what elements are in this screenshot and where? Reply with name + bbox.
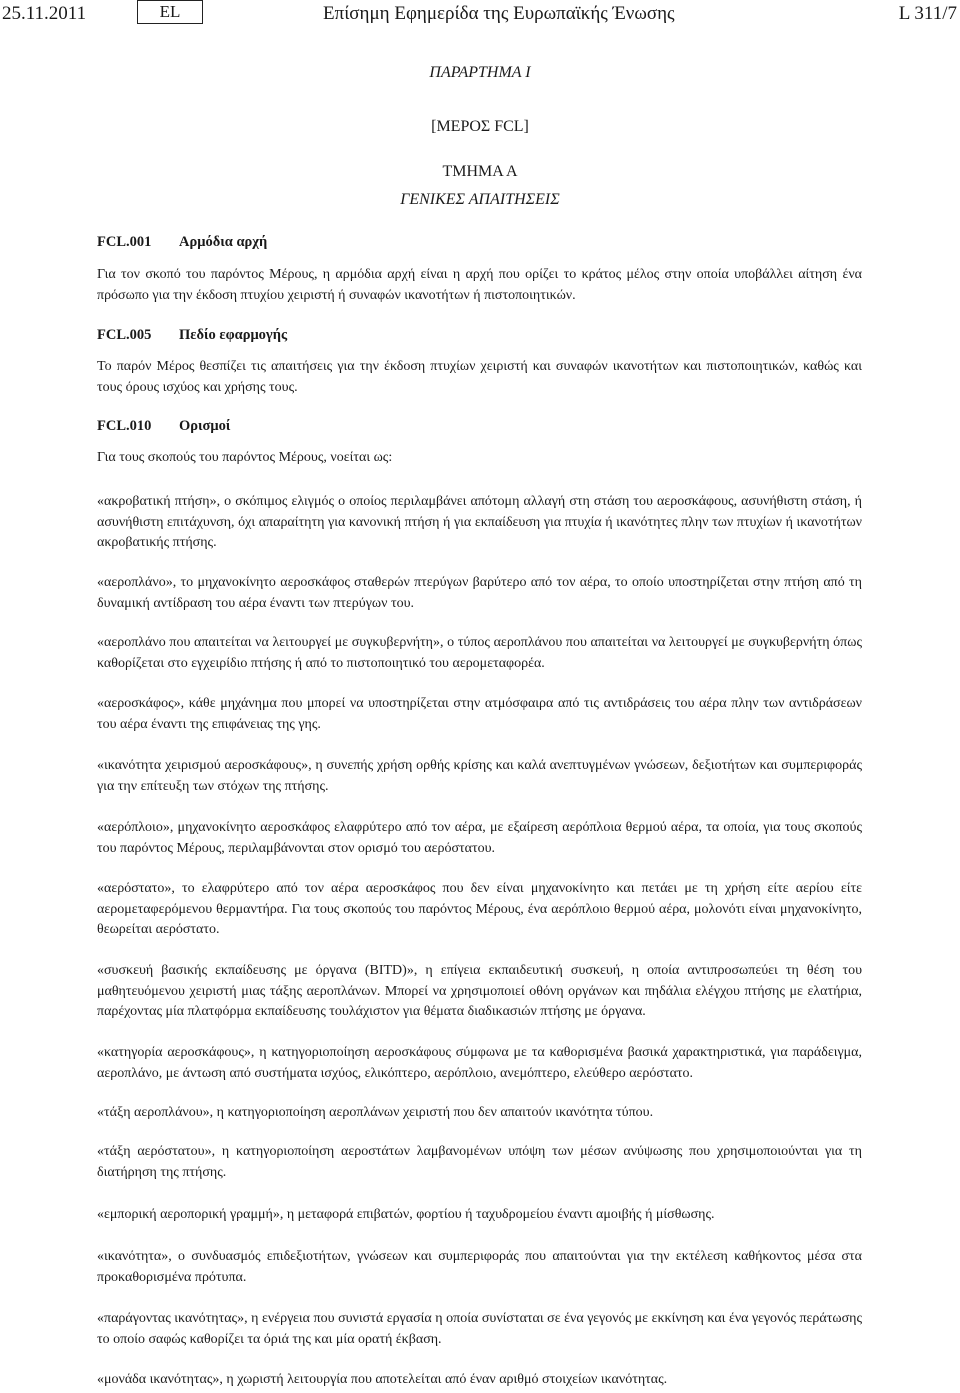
article-code: FCL.010 <box>97 418 152 434</box>
definition-6 <box>97 818 862 859</box>
article-code: FCL.001 <box>97 234 152 250</box>
paragraph: Για τον σκοπό του παρόντος Μέρους, η αρμόδια αρχή είναι η αρχή που ορίζει το κράτος μέλος στην οποία υποβάλλει αίτηση ένα πρόσωπο για την έκδοση πτυχίου χειριστή ή συναφών ικανοτήτων ή πιστοποιητικών. <box>97 267 862 303</box>
definition-1 <box>97 492 862 554</box>
definition-text: «τάξη αερόστατου», η κατηγοριοποίηση αεροστάτων λαμβανομένων υπόψη των μέσων ανύψωσης που χρησιμοποιούνται για τη διατήρηση της πτήσης. <box>97 1144 862 1180</box>
definition-text: «αερόπλοιο», μηχανοκίνητο αεροσκάφος ελαφρύτερο από τον αέρα, με εξαίρεση αερόπλοια θερμού αέρα, τα οποία, για τους σκοπούς του παρόντος Μέρους, περιλαμβάνονται στον ορισμό του αερόστατου. <box>97 820 862 856</box>
definition-9 <box>97 1043 862 1084</box>
definition-text: «αεροπλάνο», το μηχανοκίνητο αεροσκάφος σταθερών πτερύγων βαρύτερο από τον αέρα, το οποίο υποστηρίζεται στην πτήση από τη δυναμική αντίδραση του αέρα έναντι των πτερύγων του. <box>97 575 862 611</box>
definition-8 <box>97 961 862 1023</box>
journal-title: Επίσημη Εφημερίδα της Ευρωπαϊκής Ένωσης <box>323 3 675 24</box>
article-heading-fcl010 <box>97 418 230 435</box>
definition-2 <box>97 573 862 614</box>
paragraph: Το παρόν Μέρος θεσπίζει τις απαιτήσεις για την έκδοση πτυχίων χειριστή και συναφών ικανοτήτων και πιστοποιητικών, καθώς και τους όρους ισχύος και χρήσης τους. <box>97 359 862 395</box>
definition-7 <box>97 879 862 941</box>
definition-text: «ακροβατική πτήση», ο σκόπιμος ελιγμός ο οποίος περιλαμβάνει απότομη αλλαγή στη στάση του αεροσκάφους, ασυνήθιστη στάση, ή ασυνήθιστη επιτάχυνση, όχι απαραίτητη για κανονική πτήση ή για εκπαίδευση για πτυχία ή ικανότητες πλην των πτυχίων ή ικανοτήτων ακροβατικής πτήσης. <box>97 494 862 550</box>
definition-text: «κατηγορία αεροσκάφους», η κατηγοριοποίηση αεροσκάφους σύμφωνα με τα καθορισμένα βασικά χαρακτηριστικά, για παράδειγμα, αεροπλάνο, με άντωση από συστήματα ισχύος, ελικόπτερο, αερόπλοιο, ανεμόπτερο, ελεύθερο αερόστατο. <box>97 1045 862 1081</box>
definition-12 <box>97 1205 862 1226</box>
definition-text: «εμπορική αεροπορική γραμμή», η μεταφορά επιβατών, φορτίου ή ταχυδρομείου έναντι αμοιβής ή μίσθωσης. <box>97 1207 715 1222</box>
definition-14 <box>97 1309 862 1350</box>
annex-title: ΠΑΡΑΡΤΗΜΑ I <box>429 64 531 81</box>
article-title: Αρμόδια αρχή <box>179 234 268 250</box>
article-text-fcl010 <box>97 448 862 469</box>
page-header <box>0 0 960 30</box>
definition-13 <box>97 1247 862 1288</box>
language-badge: EL <box>137 0 203 24</box>
definition-text: «αερόστατο», το ελαφρύτερο από τον αέρα αεροσκάφος που δεν είναι μηχανοκίνητο και πετάει με τη χρήση είτε αερίου είτε αερομεταφερόμενου θερμαντήρα. Για τους σκοπούς του παρόντος Μέρους, ένα αερόπλοιο θερμού αέρα, μολονότι είναι μηχανοκίνητο, θεωρείται αερόστατο. <box>97 881 862 937</box>
article-code: FCL.005 <box>97 327 152 343</box>
definition-text: «συσκευή βασικής εκπαίδευσης με όργανα (BITD)», η επίγεια εκπαιδευτική συσκευή, η οποία αντιπροσωπεύει τη θέση του μαθητευόμενου χειριστή μιας τάξης αεροπλάνων. Μπορεί να χρησιμοποιεί οθόνη οργάνων και πηδάλια ελέγχου πτήσης με ελατήρια, παρέχοντας μία πλατφόρμα εκπαίδευσης τουλάχιστον για θέματα διαδικασιών πτήσης με όργανα. <box>97 963 862 1019</box>
definition-15 <box>97 1370 862 1391</box>
section-title: ΤΜΗΜΑ Α <box>442 163 518 180</box>
definition-text: «αεροπλάνο που απαιτείται να λειτουργεί με συγκυβερνήτη», ο τύπος αεροπλάνου που απαιτείται να λειτουργεί με συγκυβερνήτη όπως καθορίζεται στο εγχειρίδιο πτήσης ή από το πιστοποιητικό του αερομεταφορέα. <box>97 635 862 671</box>
definition-text: «μονάδα ικανότητας», η χωριστή λειτουργία που αποτελείται από έναν αριθμό στοιχείων ικανότητας. <box>97 1372 668 1387</box>
part-title: [ΜΕΡΟΣ FCL] <box>431 118 529 135</box>
definition-5 <box>97 756 862 797</box>
definition-3 <box>97 633 862 674</box>
section-subtitle: ΓΕΝΙΚΕΣ ΑΠΑΙΤΗΣΕΙΣ <box>400 191 560 208</box>
definition-4 <box>97 694 862 735</box>
definition-10 <box>97 1103 862 1124</box>
publication-date: 25.11.2011 <box>2 3 87 24</box>
article-title: Πεδίο εφαρμογής <box>179 327 288 343</box>
definition-text: «ικανότητα», ο συνδυασμός επιδεξιοτήτων, γνώσεων και συμπεριφοράς που απαιτούνται για την εκτέλεση καθήκοντος μέσα στα προκαθορισμένα πρότυπα. <box>97 1249 862 1285</box>
article-title: Ορισμοί <box>179 418 231 434</box>
definition-text: «παράγοντας ικανότητας», η ενέργεια που συνιστά εργασία η οποία συνίσταται σε ένα γεγονός με εκκίνηση και ένα γεγονός περάτωσης το οποίο σαφώς καθορίζει τα όριά της και μία ορατή έκβαση. <box>97 1311 862 1347</box>
definition-text: «αεροσκάφος», κάθε μηχάνημα που μπορεί να υποστηρίζεται στην ατμόσφαιρα από τις αντιδράσεις του αέρα πλην των αντιδράσεων του αέρα έναντι της επιφάνειας της γης. <box>97 696 862 732</box>
article-heading-fcl001 <box>97 234 267 251</box>
page-reference: L 311/7 <box>898 3 957 24</box>
article-heading-fcl005 <box>97 327 287 344</box>
definition-11 <box>97 1142 862 1183</box>
article-text-fcl005 <box>97 357 862 398</box>
article-text-fcl001 <box>97 265 862 306</box>
paragraph: Για τους σκοπούς του παρόντος Μέρους, νοείται ως: <box>97 450 393 465</box>
definition-text: «τάξη αεροπλάνου», η κατηγοριοποίηση αεροπλάνων χειριστή που δεν απαιτούν ικανότητα τύπου. <box>97 1105 654 1120</box>
definition-text: «ικανότητα χειρισμού αεροσκάφους», η συνεπής χρήση ορθής κρίσης και καλά ανεπτυγμένων γνώσεων, δεξιοτήτων και συμπεριφοράς για την επίτευξη των στόχων της πτήσης. <box>97 758 862 794</box>
